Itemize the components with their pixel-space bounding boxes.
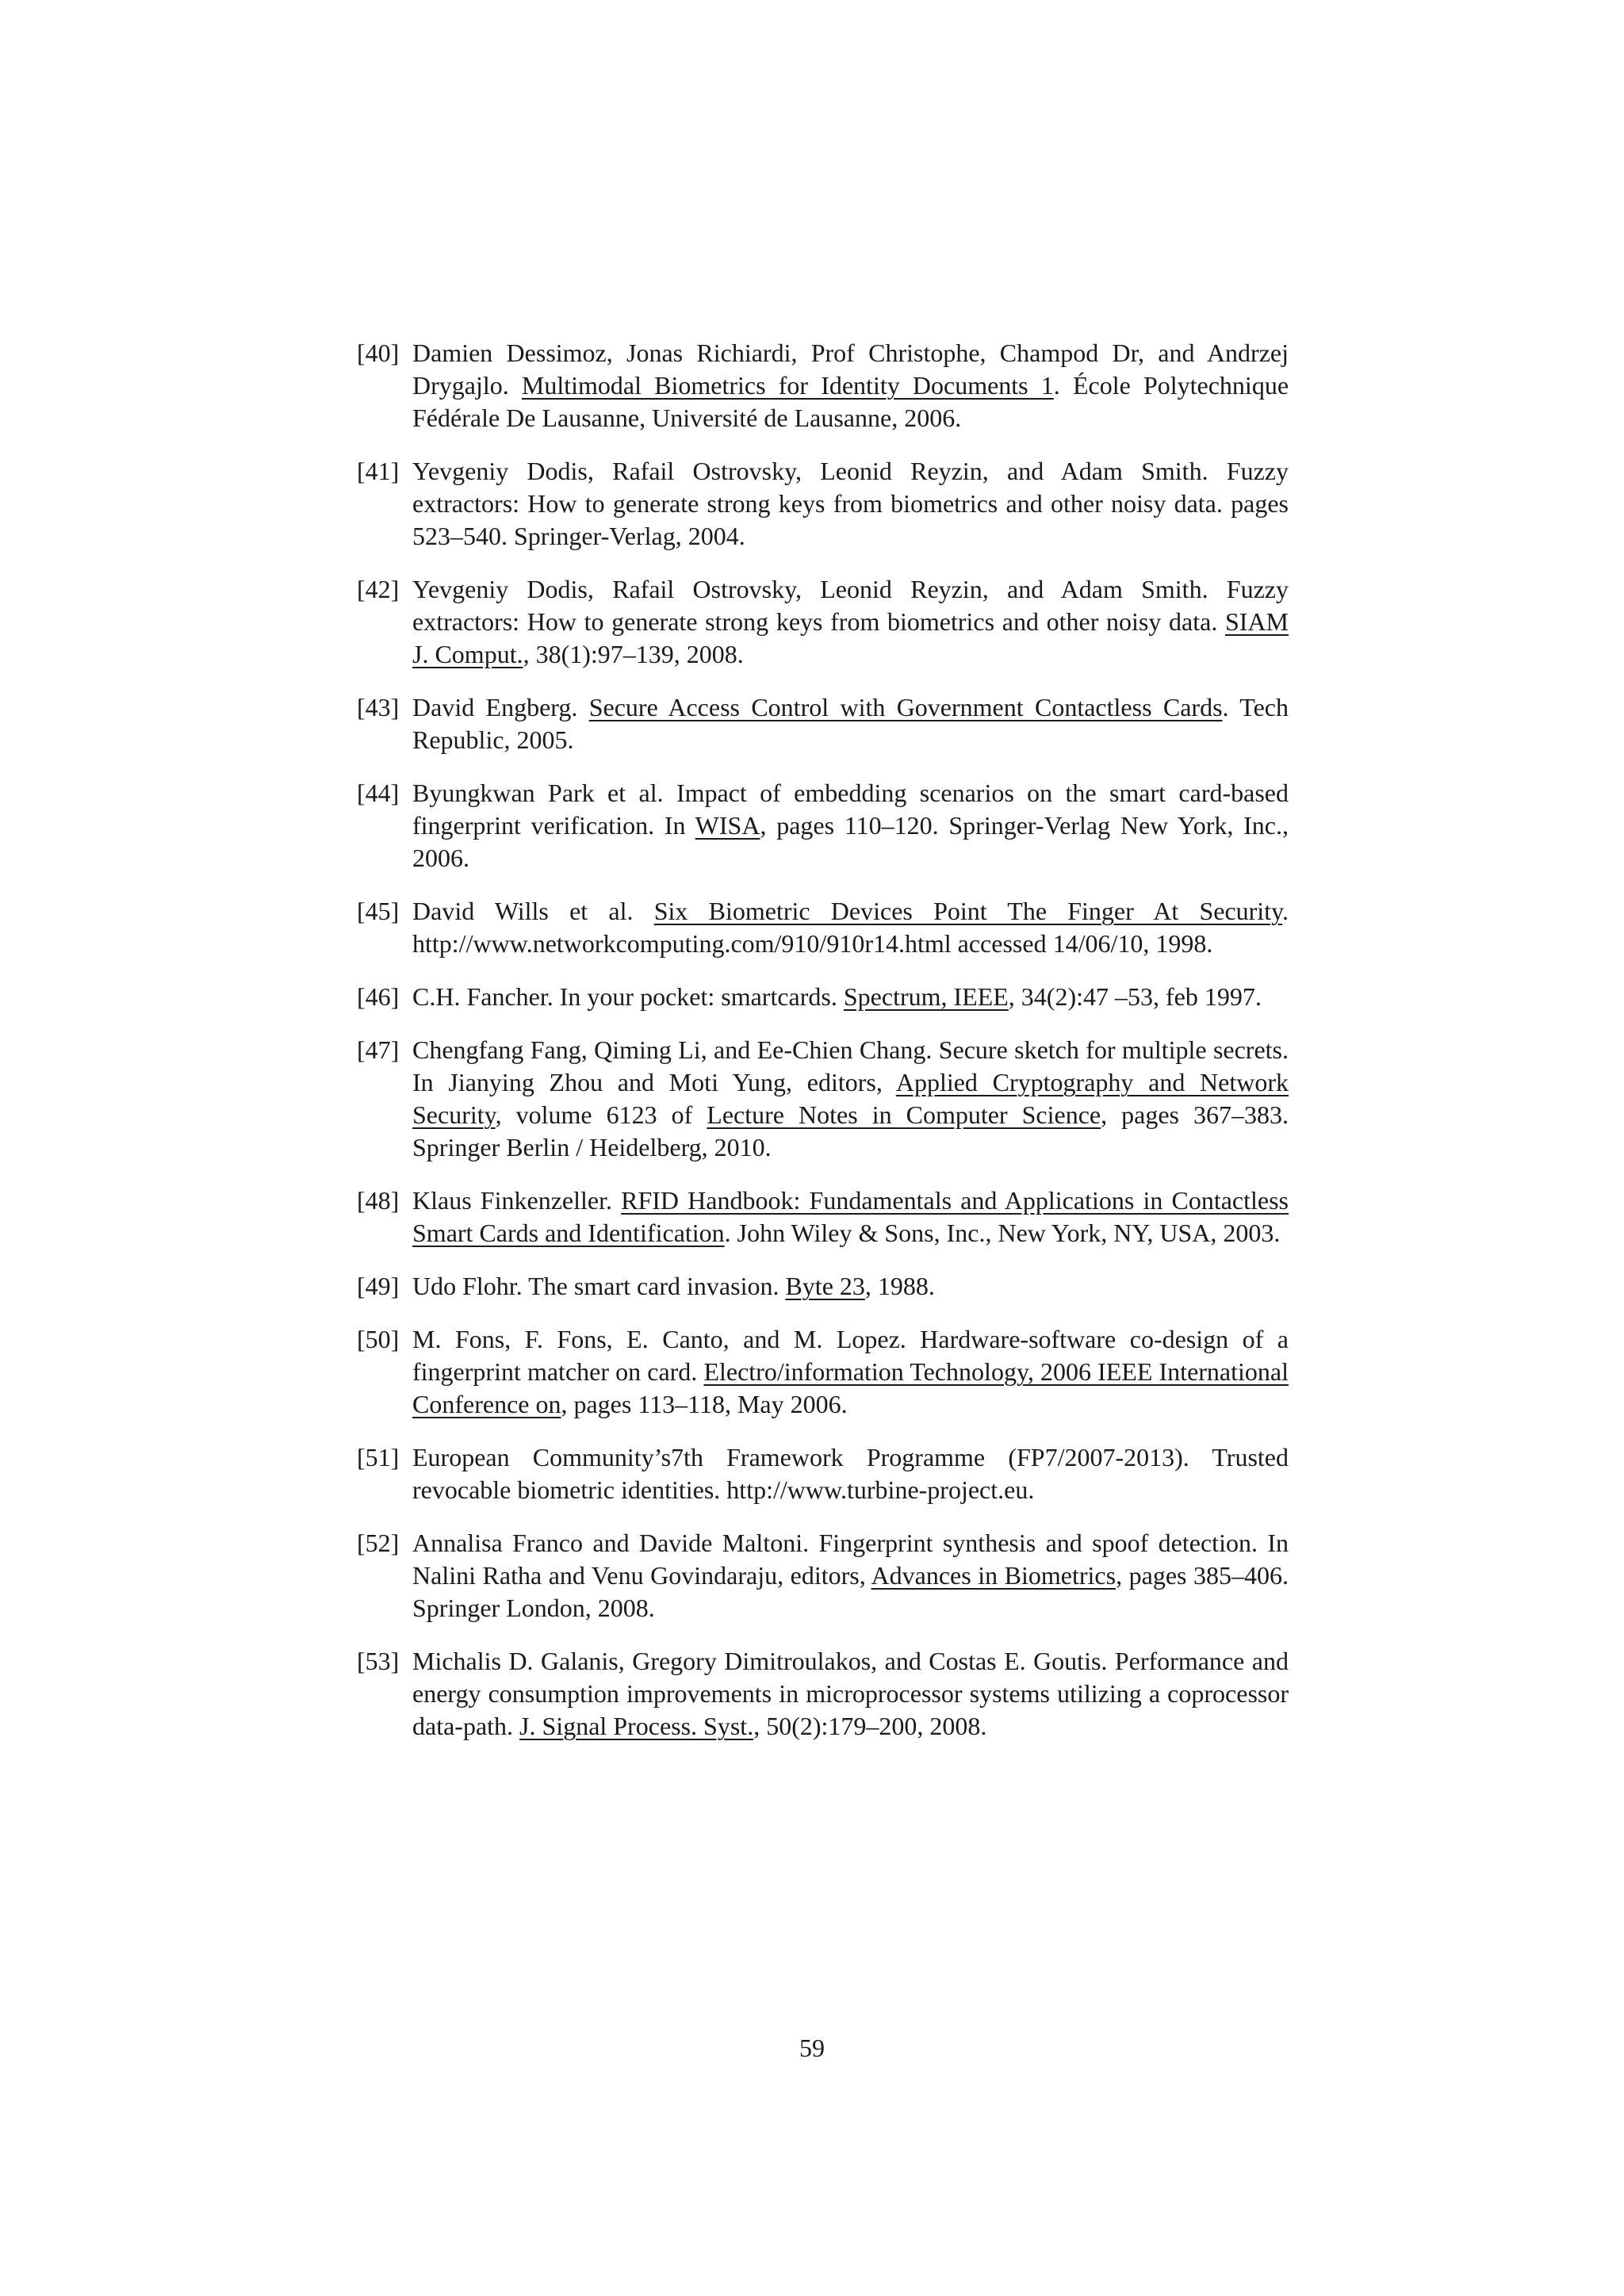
reference-text-segment: , 38(1):97–139, 2008.: [523, 640, 744, 668]
reference-text-segment: David Engberg.: [412, 693, 589, 721]
reference-label: [46]: [357, 982, 400, 1011]
reference-text-segment: Michalis D. Galanis, Gregory Dimitroulakos, and Costas E. Goutis. Performance and energy consumption improvements in microprocessor systems utilizing a coprocessor data-path.: [412, 1647, 1289, 1740]
reference-text-segment: Klaus Finkenzeller.: [412, 1186, 622, 1215]
reference-text: [412, 1323, 1289, 1421]
reference-entry: [357, 895, 1289, 960]
reference-label: [44]: [357, 779, 400, 807]
reference-label: [42]: [357, 575, 400, 603]
reference-text: [412, 1645, 1289, 1743]
reference-text: [412, 1527, 1289, 1624]
page-number: 59: [799, 2034, 825, 2062]
reference-text: [412, 337, 1289, 434]
reference-text: [412, 455, 1289, 553]
reference-label: [41]: [357, 457, 400, 485]
reference-label: [51]: [357, 1443, 400, 1471]
reference-entry: [357, 573, 1289, 671]
reference-text-segment: Yevgeniy Dodis, Rafail Ostrovsky, Leonid Reyzin, and Adam Smith. Fuzzy extractors: How to generate strong keys from biometrics and other noisy data.: [412, 575, 1289, 636]
reference-text-segment: . http://www.networkcomputing.com/910/910r14.html accessed 14/06/10, 1998.: [412, 897, 1289, 958]
reference-label: [40]: [357, 339, 400, 367]
reference-label: [52]: [357, 1529, 400, 1557]
reference-text: [412, 691, 1289, 756]
reference-source-title: Advances in Biometrics: [871, 1561, 1116, 1590]
reference-entry: [357, 1323, 1289, 1421]
reference-list: [357, 337, 1289, 1763]
reference-source-title: Secure Access Control with Government Contactless Cards: [588, 693, 1223, 721]
reference-text-segment: Damien Dessimoz, Jonas Richiardi, Prof Christophe, Champod Dr, and Andrzej Drygajlo.: [412, 339, 1289, 400]
reference-source-title: J. Signal Process. Syst.: [519, 1712, 754, 1740]
reference-text-segment: , pages 367–383. Springer Berlin / Heidelberg, 2010.: [412, 1100, 1289, 1161]
reference-text: [412, 895, 1289, 960]
reference-text-segment: , 50(2):179–200, 2008.: [753, 1712, 987, 1740]
reference-text: [412, 573, 1289, 671]
reference-entry: [357, 1527, 1289, 1624]
reference-entry: [357, 981, 1289, 1013]
reference-text-segment: Annalisa Franco and Davide Maltoni. Fingerprint synthesis and spoof detection. In Nalini Ratha and Venu Govindaraju, editors,: [412, 1529, 1289, 1590]
reference-source-title: RFID Handbook: Fundamentals and Applications in Contactless Smart Cards and Identification: [412, 1186, 1289, 1247]
reference-text-segment: David Wills et al.: [412, 897, 654, 925]
reference-source-title: Multimodal Biometrics for Identity Documents 1: [521, 371, 1054, 400]
reference-source-title: Six Biometric Devices Point The Finger At Security: [653, 897, 1283, 925]
reference-text: [412, 981, 1289, 1013]
reference-entry: [357, 1645, 1289, 1743]
reference-text-segment: European Community’s7th Framework Programme (FP7/2007-2013). Trusted revocable biometric identities. http://www.turbine-project.eu.: [412, 1443, 1289, 1504]
reference-text-segment: . Tech Republic, 2005.: [412, 693, 1289, 754]
reference-source-title: Lecture Notes in Computer Science: [707, 1100, 1101, 1129]
reference-text-segment: Yevgeniy Dodis, Rafail Ostrovsky, Leonid Reyzin, and Adam Smith. Fuzzy extractors: How to generate strong keys from biometrics and other noisy data. pages 523–540. Springer-Verlag, 2004.: [412, 457, 1289, 550]
reference-label: [43]: [357, 693, 400, 721]
reference-entry: [357, 1270, 1289, 1303]
reference-source-title: Byte 23: [785, 1272, 865, 1300]
reference-entry: [357, 337, 1289, 434]
reference-text-segment: Byungkwan Park et al. Impact of embedding scenarios on the smart card-based fingerprint verification. In: [412, 779, 1289, 840]
reference-label: [49]: [357, 1272, 400, 1300]
reference-source-title: Spectrum, IEEE: [843, 982, 1009, 1011]
reference-text-segment: Udo Flohr. The smart card invasion.: [412, 1272, 786, 1300]
reference-entry: [357, 455, 1289, 553]
reference-text-segment: . École Polytechnique Fédérale De Lausanne, Université de Lausanne, 2006.: [412, 371, 1289, 432]
reference-text: [412, 1441, 1289, 1506]
reference-label: [48]: [357, 1186, 400, 1215]
reference-entry: [357, 1441, 1289, 1506]
reference-entry: [357, 1034, 1289, 1164]
reference-text-segment: , pages 110–120. Springer-Verlag New York, Inc., 2006.: [412, 811, 1289, 872]
reference-label: [47]: [357, 1035, 400, 1064]
reference-text-segment: , volume 6123 of: [495, 1100, 707, 1129]
reference-entry: [357, 777, 1289, 874]
reference-label: [45]: [357, 897, 400, 925]
reference-label: [53]: [357, 1647, 400, 1675]
reference-text-segment: , 34(2):47 –53, feb 1997.: [1008, 982, 1262, 1011]
reference-source-title: WISA: [695, 811, 760, 840]
reference-text-segment: Chengfang Fang, Qiming Li, and Ee-Chien Chang. Secure sketch for multiple secrets. In Jianying Zhou and Moti Yung, editors,: [412, 1035, 1289, 1096]
reference-text-segment: , pages 385–406. Springer London, 2008.: [412, 1561, 1289, 1622]
reference-text-segment: . John Wiley & Sons, Inc., New York, NY, USA, 2003.: [724, 1219, 1281, 1247]
reference-text-segment: , pages 113–118, May 2006.: [561, 1390, 848, 1418]
reference-label: [50]: [357, 1325, 400, 1353]
reference-text: [412, 1034, 1289, 1164]
reference-source-title: Electro/information Technology, 2006 IEEE International Conference on: [412, 1357, 1289, 1418]
reference-source-title: SIAM J. Comput.: [412, 607, 1289, 668]
reference-text: [412, 1270, 1289, 1303]
reference-text-segment: , 1988.: [864, 1272, 935, 1300]
reference-text-segment: M. Fons, F. Fons, E. Canto, and M. Lopez. Hardware-software co-design of a fingerprint matcher on card.: [412, 1325, 1289, 1386]
reference-entry: [357, 691, 1289, 756]
reference-text: [412, 777, 1289, 874]
reference-source-title: Applied Cryptography and Network Security: [412, 1068, 1289, 1129]
reference-text: [412, 1184, 1289, 1249]
reference-text-segment: C.H. Fancher. In your pocket: smartcards.: [412, 982, 844, 1011]
reference-entry: [357, 1184, 1289, 1249]
